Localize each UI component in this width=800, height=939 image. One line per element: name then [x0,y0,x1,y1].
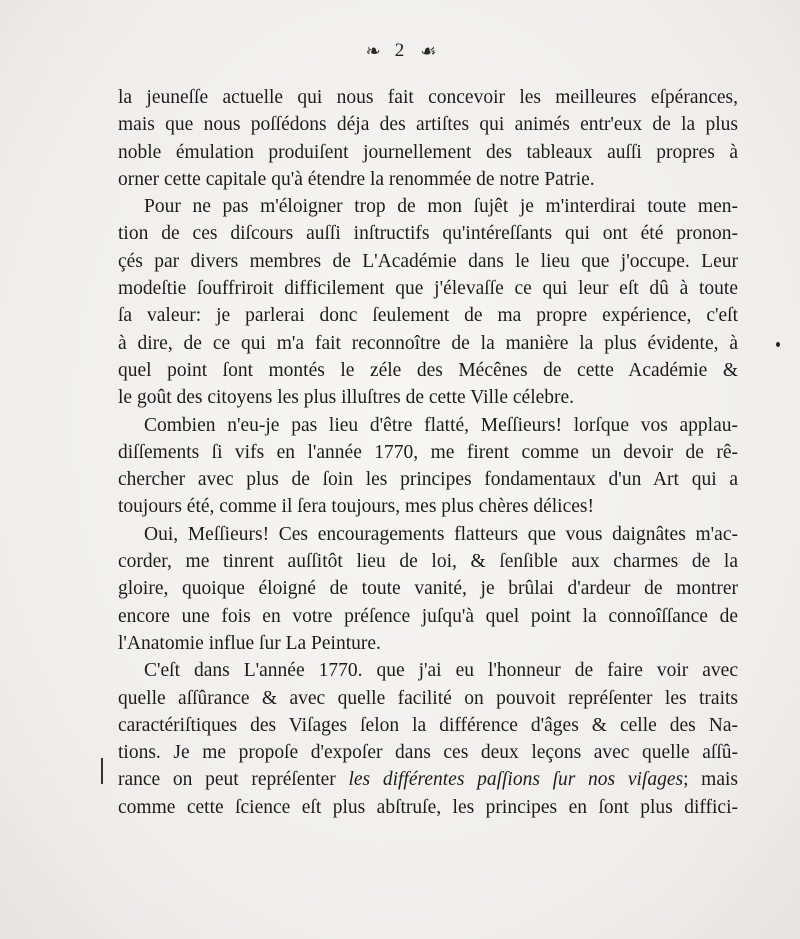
text-line: Pour ne pas m'éloigner trop de mon ſujêt je m'interdirai toute men- [144,196,738,218]
text-line: Combien n'eu-je pas lieu d'être flatté, Meſſieurs! lorſque vos applau- [144,414,738,436]
text-line: noble émulation produiſent journellement des tableaux auſſi propres à [118,141,738,163]
body-text [118,84,738,821]
text-line: l'Anatomie influe ſur La Peinture. [118,632,381,654]
text-line: toujours été, comme il ſera toujours, mes plus chères délices! [118,496,594,518]
text-line: quelle aſſûrance & avec quelle facilité on pouvoit repréſenter les traits [118,687,738,709]
text-line: modeſtie ſouffriroit difficilement que j'élevaſſe ce qui leur eſt dû à toute [118,278,738,300]
margin-mark [101,758,103,784]
text-line [118,766,738,793]
text-line: Oui, Meſſieurs! Ces encouragements flatteurs que vous daignâtes m'ac- [144,523,738,545]
text-line: ſa valeur: je parlerai donc ſeulement de ma propre expérience, c'eſt [118,305,738,327]
text-line: corder, me tinrent auſſitôt lieu de loi, & ſenſible aux charmes de la [118,551,738,573]
text-line: chercher avec plus de ſoin les principes fondamentaux d'un Art qui a [118,469,738,491]
text-line: à dire, de ce qui m'a fait reconnoître de la manière la plus évidente, à [118,332,738,354]
text-line: la jeuneſſe actuelle qui nous fait concevoir les meilleures eſpérances, [118,87,738,108]
text-line: comme cette ſcience eſt plus abſtruſe, les principes en ſont plus diffici- [118,796,738,818]
ornament-left-icon: ❧ [365,40,379,61]
italic-phrase: les différentes paſſions ſur nos viſages [348,769,684,791]
text-fragment: ; mais [683,769,739,791]
ornament-right-icon: ☙ [420,40,435,61]
text-line: orner cette capitale qu'à étendre la renommée de notre Patrie. [118,168,595,190]
ink-speck [776,342,780,347]
text-line: tions. Je me propoſe d'expoſer dans ces deux leçons avec quelle aſſû- [118,742,738,764]
text-line: diſſements ſi vifs en l'année 1770, me firent comme un devoir de rê- [118,441,738,463]
text-fragment: rance on peut repréſenter [118,769,336,791]
text-line: çés par divers membres de L'Académie dans le lieu que j'occupe. Leur [118,250,738,272]
text-line: le goût des citoyens les plus illuſtres de cette Ville célebre. [118,387,575,409]
text-line: tion de ces diſcours auſſi inſtructifs qu'intéreſſants qui ont été pronon- [118,223,738,245]
page-number: 2 [394,40,405,61]
text-line: caractériſtiques des Viſages ſelon la différence d'âges & celle des Na- [118,714,738,736]
text-line: quel point ſont montés le zéle des Mécênes de cette Académie & [118,359,738,381]
page-header [0,40,800,62]
text-line: encore une fois en votre préſence juſqu'à quel point la connoîſſance de [118,605,738,627]
text-line: mais que nous poſſédons déja des artiſtes qui animés entr'eux de la plus [118,114,738,136]
text-line: gloire, quoique éloigné de toute vanité, je brûlai d'ardeur de montrer [118,578,738,600]
text-line: C'eſt dans L'année 1770. que j'ai eu l'honneur de faire voir avec [144,660,738,682]
